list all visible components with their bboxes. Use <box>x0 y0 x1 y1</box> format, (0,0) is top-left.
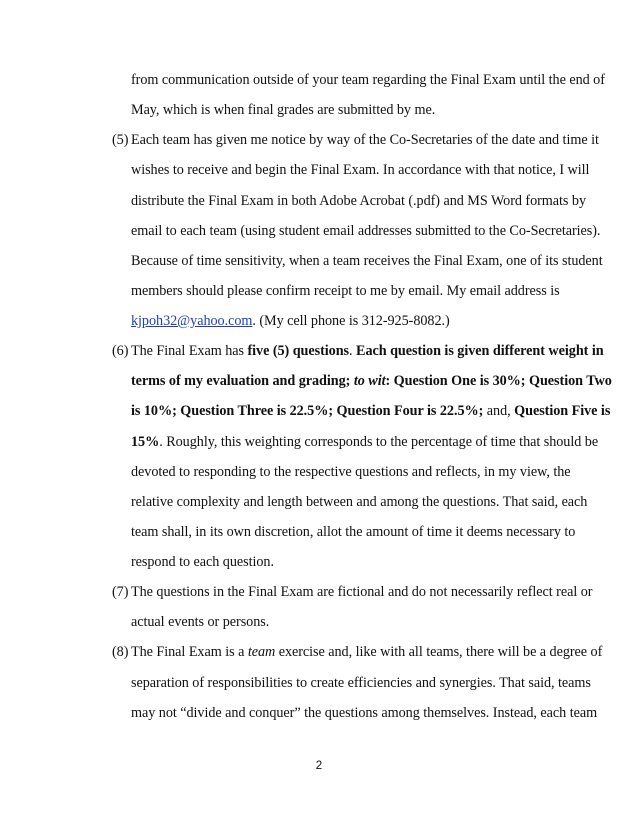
item-number-7: (7) <box>112 584 129 600</box>
bold-text: 15% <box>131 434 160 450</box>
italic-text: team <box>247 644 276 660</box>
item5-line: members should please confirm receipt to me by email. My email address is <box>131 283 560 299</box>
item8-line: may not “divide and conquer” the questions among themselves. Instead, each team <box>131 705 598 721</box>
item6-line: team shall, in its own discretion, allot the amount of time it deems necessary to <box>131 524 576 540</box>
item8-line: separation of responsibilities to create efficiencies and synergies. That said, teams <box>131 675 591 691</box>
item5-line: wishes to receive and begin the Final Exam. In accordance with that notice, I will <box>131 162 590 178</box>
item6-line: devoted to responding to the respective questions and reflects, in my view, the <box>131 464 571 480</box>
paragraph-line: from communication outside of your team regarding the Final Exam until the end of <box>131 72 605 88</box>
item8-line <box>131 643 602 661</box>
phone-text: . (My cell phone is 312-925-8082.) <box>252 313 450 329</box>
item6-line <box>131 402 610 420</box>
item6-line <box>131 372 612 390</box>
bold-text: is 10%; Question Three is 22.5%; Question Four is 22.5%; <box>131 403 484 419</box>
text-run: . Roughly, this weighting corresponds to the percentage of time that should be <box>159 434 599 450</box>
text-run: . <box>349 343 357 359</box>
item6-line: relative complexity and length between and among the questions. That said, each <box>131 494 588 510</box>
paragraph-line: May, which is when final grades are submitted by me. <box>131 102 436 118</box>
bold-italic-text: to wit <box>353 373 386 389</box>
bold-text: Each question is given different weight in <box>356 343 604 359</box>
item5-line: Because of time sensitivity, when a team receives the Final Exam, one of its student <box>131 253 603 269</box>
item7-line: actual events or persons. <box>131 614 270 630</box>
item5-line: email to each team (using student email addresses submitted to the Co-Secretaries). <box>131 223 601 239</box>
item-number-5: (5) <box>112 132 129 148</box>
text-run: The Final Exam is a <box>131 644 248 660</box>
item7-line: The questions in the Final Exam are fictional and do not necessarily reflect real or <box>131 584 593 600</box>
text-run: and, <box>483 403 515 419</box>
bold-text: terms of my evaluation and grading; <box>131 373 354 389</box>
page-number: 2 <box>315 760 323 772</box>
item6-line <box>131 433 598 451</box>
item5-line-email <box>131 312 450 330</box>
email-link[interactable]: kjpoh32@yahoo.com <box>131 313 253 329</box>
item-number-8: (8) <box>112 644 129 660</box>
item5-line: distribute the Final Exam in both Adobe Acrobat (.pdf) and MS Word formats by <box>131 193 586 209</box>
item6-line: respond to each question. <box>131 554 274 570</box>
item5-line: Each team has given me notice by way of the Co-Secretaries of the date and time it <box>131 132 599 148</box>
bold-text: five (5) questions <box>247 343 350 359</box>
text-run: exercise and, like with all teams, there will be a degree of <box>275 644 603 660</box>
bold-text: : Question One is 30%; Question Two <box>385 373 612 389</box>
bold-text: Question Five is <box>514 403 611 419</box>
item-number-6: (6) <box>112 343 129 359</box>
item6-line <box>131 342 604 360</box>
text-run: The Final Exam has <box>131 343 248 359</box>
